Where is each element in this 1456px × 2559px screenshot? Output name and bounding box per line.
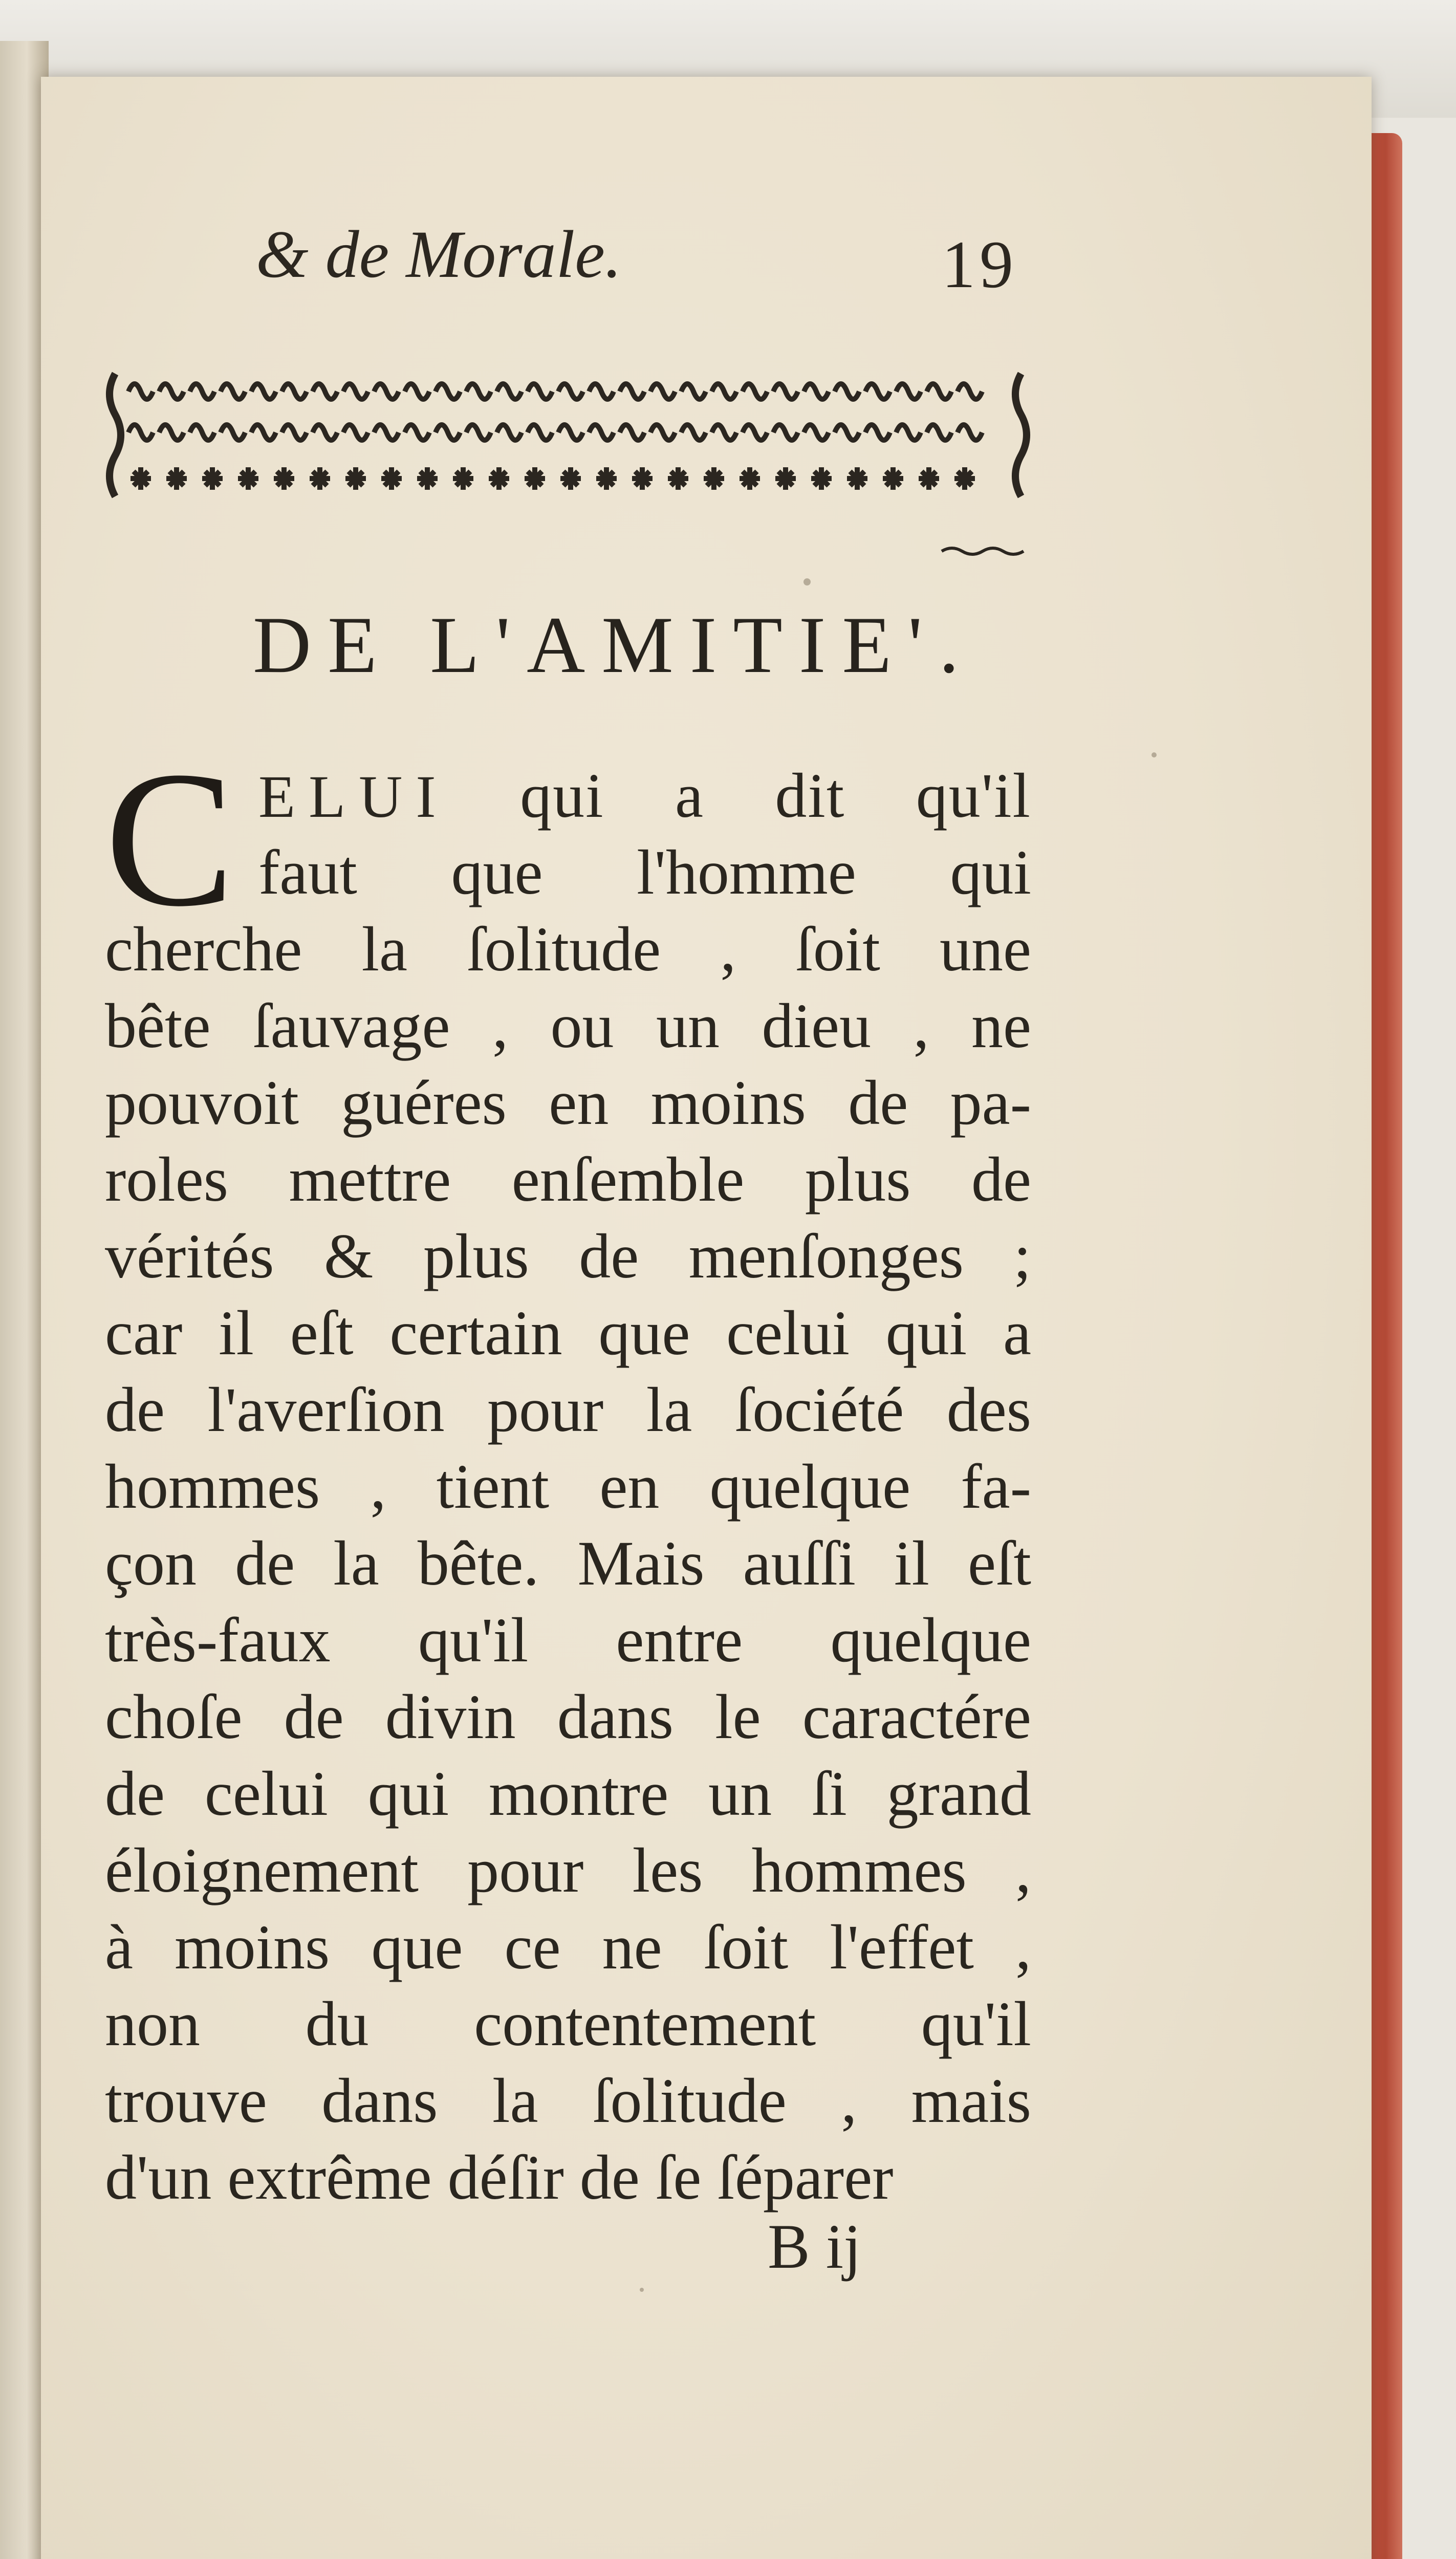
text-line-rest: qui a dit qu'il [520,761,1031,831]
paper-speck [803,578,811,585]
ornament-motif [381,467,402,490]
ornament-motif [927,425,951,440]
ornament-motif [313,425,337,440]
ornament-motif [128,384,153,399]
headpiece-ornament [105,368,1031,522]
ornament-motif [773,425,798,440]
ornament-motif [313,384,337,399]
ornament-motif [743,384,767,399]
ornament-motif [489,467,509,490]
text-line: de celui qui montre un ſi grand [105,1759,1031,1829]
ornament-motif [528,425,552,440]
ornament-motif [525,467,545,490]
ornament-motif [251,384,276,399]
ornament-motif [343,384,368,399]
ornament-motif [558,425,583,440]
ornament-motif [374,425,399,440]
ornament-motif [927,384,951,399]
ornament-motif [865,425,890,440]
ornament-motif [417,467,438,490]
ornament-motif [865,384,890,399]
ornament-motif [740,467,760,490]
ornament-motif [436,384,460,399]
paper-speck [1151,752,1157,757]
ornament-motif [466,384,491,399]
ornament-motif [958,425,982,440]
ornament-motif [712,384,736,399]
text-line: car il eſt certain que celui qui a [105,1298,1031,1368]
text-line: pouvoit guéres en moins de pa- [105,1068,1031,1138]
ornament-motif [128,425,153,440]
ornament-motif [436,425,460,440]
ornament-motif [528,384,552,399]
text-line: choſe de divin dans le caractére [105,1682,1031,1752]
ornament-motif [650,425,675,440]
ornament-motif [282,384,307,399]
ornament-motif [374,384,399,399]
ornament-motif [282,425,307,440]
ornament-motif [620,384,644,399]
ornament-motif [405,425,429,440]
text-line: de l'averſion pour la ſociété des [105,1375,1031,1445]
chapter-heading: DE L'AMITIE'. [253,600,975,690]
first-word: ELUI [258,763,449,830]
ornament-motif [589,384,614,399]
ornament-motif [896,425,921,440]
ornament-motif [251,425,276,440]
ornament-motif [704,467,724,490]
text-line: roles mettre enſemble plus de [105,1144,1031,1215]
ornament-motif [405,384,429,399]
text-line: cherche la ſolitude , ſoit une [105,914,1031,984]
ornament-motif [775,467,796,490]
ornament-motif [847,467,867,490]
ornament-motif [310,467,330,490]
ornament-motif [773,384,798,399]
ornament-motif [190,425,214,440]
ornament-motif [497,384,521,399]
ornament-motif [202,467,223,490]
text-line: çon de la bête. Mais auſſi il eſt [105,1528,1031,1598]
ornament-motif [954,467,975,490]
drop-cap: C [105,731,235,947]
ornament-motif [681,425,706,440]
running-head-text: de Morale. [325,216,622,292]
ornament-motif [221,384,245,399]
ornament-motif [896,384,921,399]
page-number: 19 [942,227,1017,302]
flourish-ornament [939,544,1031,559]
ornament-motif [453,467,473,490]
ornament-motif [668,467,688,490]
ornament-motif [497,425,521,440]
ornament-motif [466,425,491,440]
ornament-motif [743,425,767,440]
ornament-motif [919,467,939,490]
text-line [258,757,1031,834]
ornament-motif [804,425,829,440]
text-line: non du contentement qu'il [105,1989,1031,2059]
signature-mark: B ij [768,2211,861,2282]
ornament-motif [958,384,982,399]
text-line: éloignement pour les hommes , [105,1835,1031,1905]
ornament-border [110,374,121,496]
ornament-motif [650,384,675,399]
ornament-motif [596,467,617,490]
ornament-motif [883,467,903,490]
paper-speck [640,2288,644,2292]
body-text [105,731,1031,2216]
text-line: très-faux qu'il entre quelque [105,1605,1031,1675]
ornament-motif [558,384,583,399]
ornament-motif [159,425,184,440]
ornament-motif [632,467,653,490]
ornament-motif [221,425,245,440]
text-line: trouve dans la ſolitude , mais [105,2066,1031,2136]
ornament-motif [238,467,258,490]
running-head [256,215,1049,302]
text-line: faut que l'homme qui [258,837,1031,907]
ornament-motif [131,467,151,490]
ornament-motif [681,384,706,399]
ornament-motif [560,467,581,490]
text-line: hommes , tient en quelque fa- [105,1451,1031,1522]
ornament-motif [835,425,859,440]
ornament-motif [159,384,184,399]
ornament-motif [345,467,366,490]
text-line: d'un extrême déſir de ſe ſéparer [105,2142,894,2213]
ornament-motif [190,384,214,399]
ornament-motif [835,384,859,399]
text-line: à moins que ce ne ſoit l'effet , [105,1912,1031,1982]
ornament-motif [804,384,829,399]
ampersand-mark: & [256,216,309,292]
ornament-motif [343,425,368,440]
ornament-motif [589,425,614,440]
ornament-motif [811,467,832,490]
ornament-motif [166,467,187,490]
ornament-motif [274,467,294,490]
ornament-motif [712,425,736,440]
ornament-motif [620,425,644,440]
text-line: vérités & plus de menſonges ; [105,1221,1031,1291]
text-line: bête ſauvage , ou un dieu , ne [105,991,1031,1061]
ornament-border [1015,374,1027,496]
